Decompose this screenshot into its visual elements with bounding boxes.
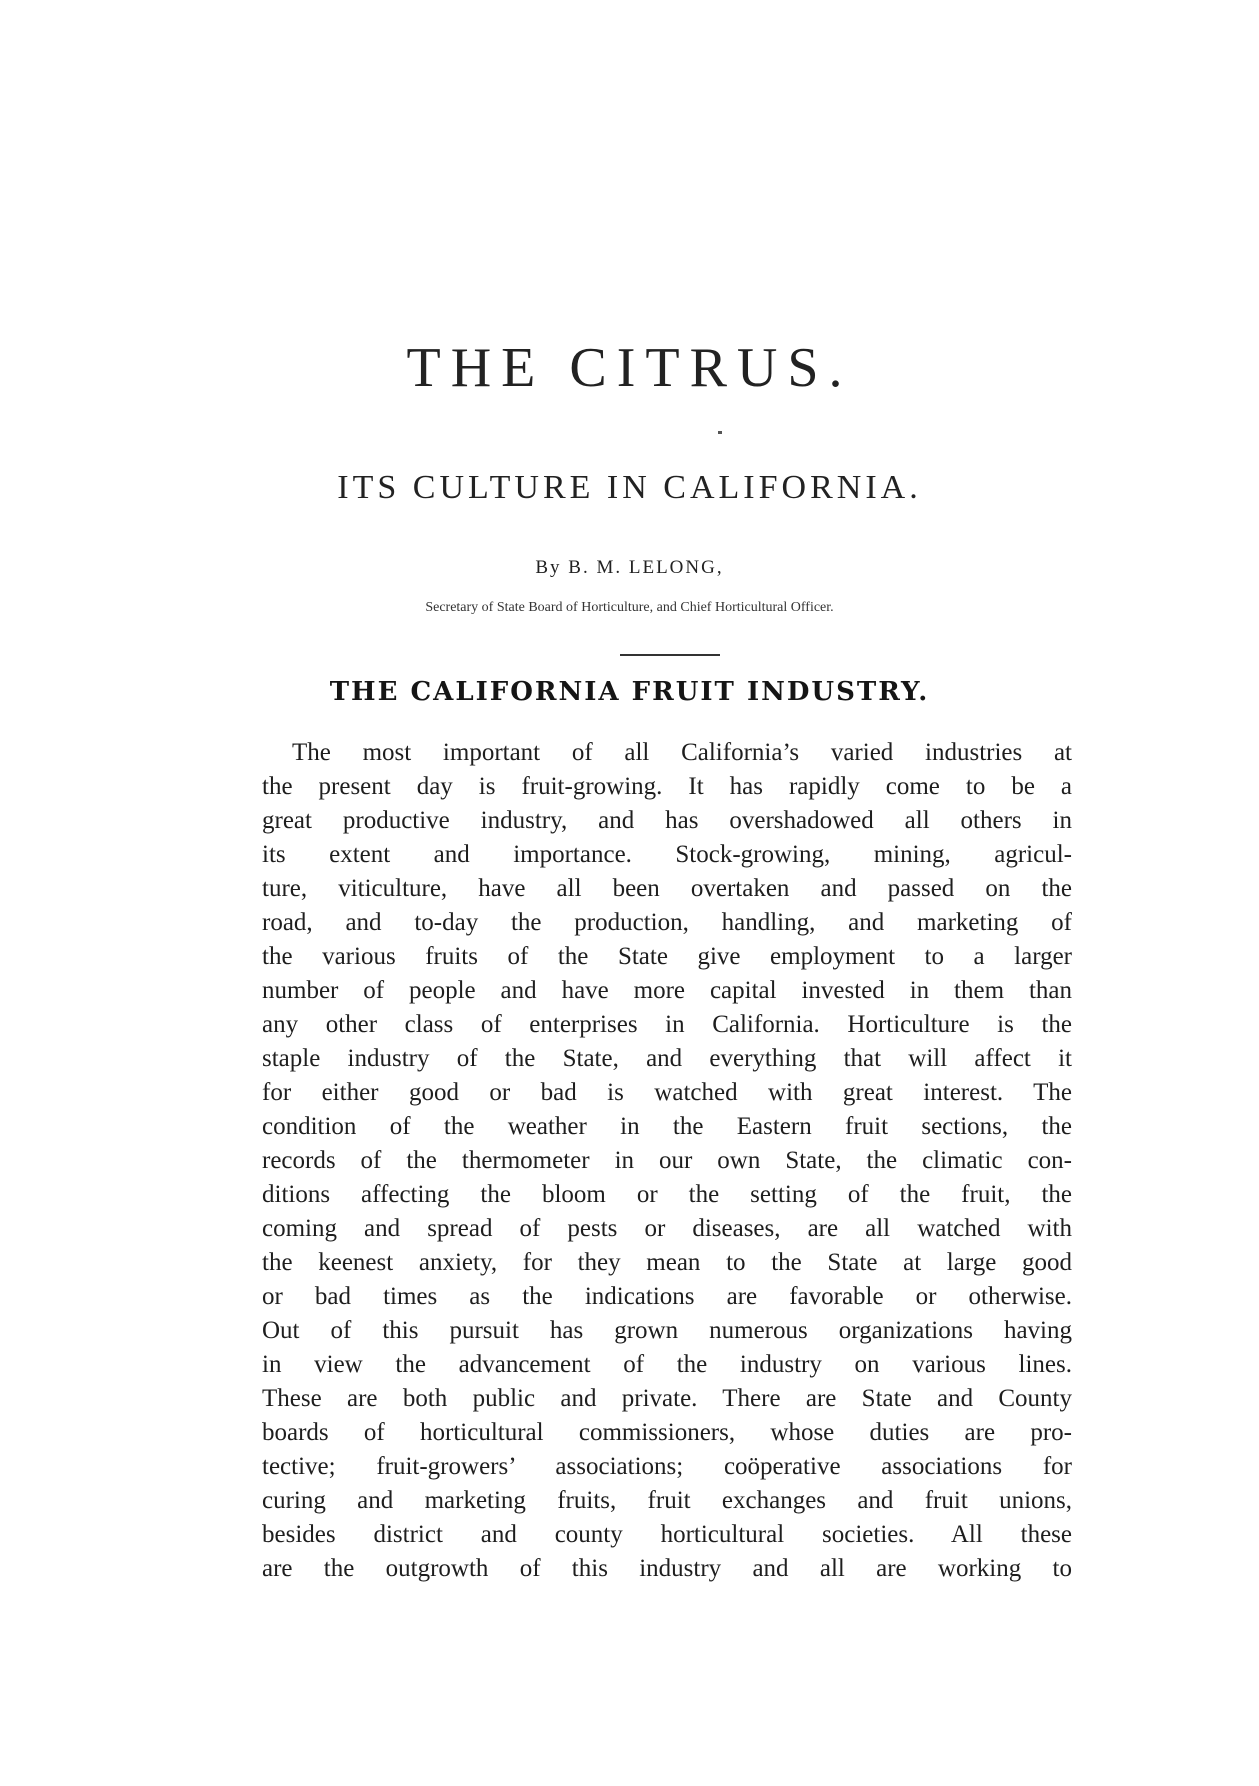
body-line: the present day is fruit-growing. It has rapidly come to be a bbox=[262, 773, 1072, 800]
body-line: coming and spread of pests or diseases, are all watched with bbox=[262, 1215, 1072, 1242]
body-text bbox=[262, 736, 1072, 1586]
ornament-dot bbox=[718, 431, 722, 434]
body-line: Out of this pursuit has grown numerous organizations having bbox=[262, 1317, 1072, 1344]
body-line: for either good or bad is watched with great interest. The bbox=[262, 1079, 1072, 1106]
body-line: or bad times as the indications are favorable or otherwise. bbox=[262, 1283, 1072, 1310]
section-divider bbox=[620, 654, 720, 656]
author-byline: By B. M. LELONG, bbox=[535, 557, 724, 578]
body-line: The most important of all California’s varied industries at bbox=[292, 739, 1072, 766]
body-line: road, and to-day the production, handling, and marketing of bbox=[262, 909, 1072, 936]
body-line: great productive industry, and has overshadowed all others in bbox=[262, 807, 1072, 834]
body-line: records of the thermometer in our own State, the climatic con- bbox=[262, 1147, 1072, 1174]
section-heading: THE CALIFORNIA FRUIT INDUSTRY. bbox=[329, 677, 930, 707]
body-line: the various fruits of the State give employment to a larger bbox=[262, 943, 1072, 970]
author-position: Secretary of State Board of Horticulture, and Chief Horticultural Officer. bbox=[425, 600, 834, 615]
body-line: are the outgrowth of this industry and all are working to bbox=[262, 1555, 1072, 1582]
body-line: These are both public and private. There are State and County bbox=[262, 1385, 1072, 1412]
body-line: ditions affecting the bloom or the setting of the fruit, the bbox=[262, 1181, 1072, 1208]
body-line: tective; fruit-growers’ associations; coöperative associations for bbox=[262, 1453, 1072, 1480]
body-line: besides district and county horticultural societies. All these bbox=[262, 1521, 1072, 1548]
body-line: its extent and importance. Stock-growing, mining, agricul- bbox=[262, 841, 1072, 868]
body-line: ture, viticulture, have all been overtaken and passed on the bbox=[262, 875, 1072, 902]
body-line: condition of the weather in the Eastern fruit sections, the bbox=[262, 1113, 1072, 1140]
body-line: staple industry of the State, and everything that will affect it bbox=[262, 1045, 1072, 1072]
body-line: number of people and have more capital invested in them than bbox=[262, 977, 1072, 1004]
body-line: any other class of enterprises in California. Horticulture is the bbox=[262, 1011, 1072, 1038]
body-line: boards of horticultural commissioners, whose duties are pro- bbox=[262, 1419, 1072, 1446]
body-line: the keenest anxiety, for they mean to the State at large good bbox=[262, 1249, 1072, 1276]
page-title: THE CITRUS. bbox=[406, 337, 853, 399]
page-subtitle: ITS CULTURE IN CALIFORNIA. bbox=[337, 469, 922, 506]
body-line: in view the advancement of the industry on various lines. bbox=[262, 1351, 1072, 1378]
body-line: curing and marketing fruits, fruit exchanges and fruit unions, bbox=[262, 1487, 1072, 1514]
